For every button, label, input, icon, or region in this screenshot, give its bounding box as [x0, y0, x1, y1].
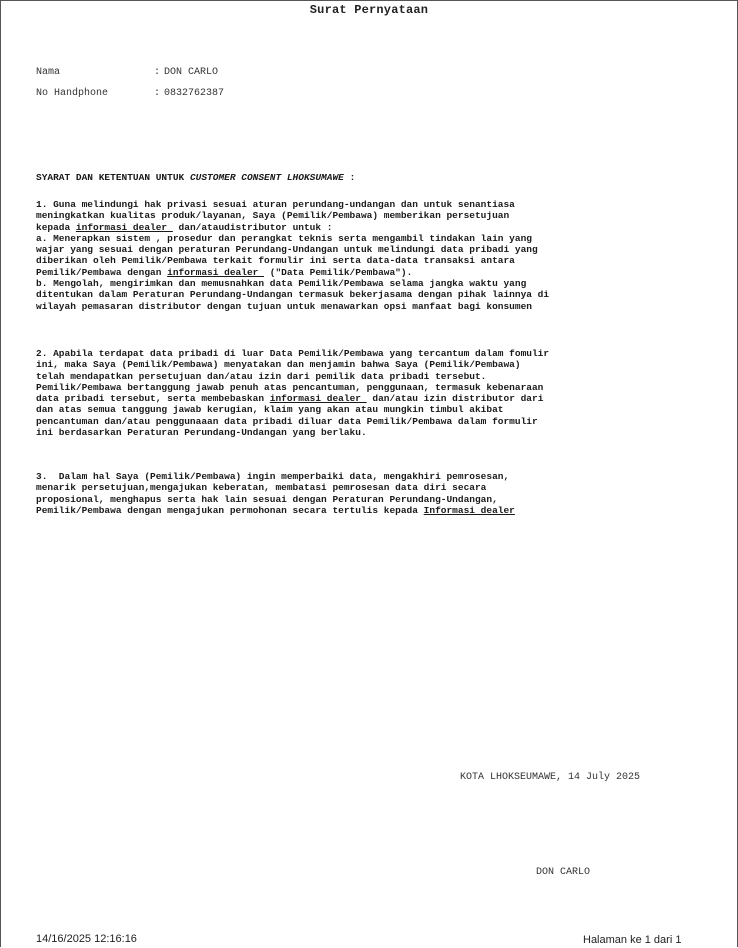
section1-text: kepada [36, 221, 76, 233]
section2-text: data pribadi tersebut, serta membebaskan [36, 393, 270, 405]
name-label: Nama [36, 67, 61, 78]
phone-value: 0832762387 [164, 88, 225, 99]
heading-italic: CUSTOMER CONSENT LHOKSUMAWE [189, 172, 344, 183]
name-field-row [36, 67, 218, 78]
place-and-date: KOTA LHOKSEUMAWE, 14 July 2025 [460, 772, 641, 783]
section3-text: Pemilik/Pembawa dengan mengajukan permohonan secara tertulis kepada [36, 504, 424, 516]
section2-line: ini berdasarkan Peraturan Perundang-Undangan yang berlaku. [36, 427, 367, 439]
section1-text: Pemilik/Pembawa dengan [36, 266, 168, 278]
section2-line: ini, maka Saya (Pemilik/Pembawa) menyatakan dan menjamin bahwa Saya (Pemilik/Pembawa) [36, 359, 521, 371]
section2-line: pencantuman dan/atau penggunaaan data pribadi diluar data Pemilik/Pembawa dalam formulir [36, 415, 538, 427]
section2-line: 2. Apabila terdapat data pribadi di luar Data Pemilik/Pembawa yang tercantum dalam fomulir [36, 348, 550, 359]
section1-line: meningkatkan kualitas produk/layanan, Saya (Pemilik/Pembawa) memberikan persetujuan [36, 210, 510, 222]
section3-line: menarik persetujuan,mengajukan keberatan, membatasi pemrosesan data diri secara [36, 482, 487, 494]
dealer-link: informasi dealer [167, 266, 265, 278]
section1-line: ditentukan dalam Peraturan Perundang-Undangan termasuk bekerjasama dengan pihak lainnya di [36, 289, 550, 301]
section1-text: dan/ataudistributor untuk : [172, 221, 333, 233]
section1-line: wilayah pemasaran distributor dengan tujuan untuk menawarkan opsi manfaat bagi konsumen [36, 300, 532, 312]
section2-line: telah mendapatkan persetujuan dan/atau izin dari pemilik data pribadi tersebut. [36, 370, 487, 382]
section2-line [36, 393, 704, 404]
section2-line: dan atas semua tanggung jawab kerugian, klaim yang akan atau mungkin timbul akibat [36, 404, 504, 416]
section1-text: ("Data Pemilik/Pembawa"). [264, 266, 413, 278]
signer-name: DON CARLO [536, 867, 591, 878]
section1-line: wajar yang sesuai dengan peraturan Perundang-Undangan untuk melindungi data pribadi yang [36, 244, 538, 256]
print-timestamp: 14/16/2025 12:16:16 [36, 933, 137, 945]
terms-section-2 [36, 348, 704, 438]
section1-line [36, 222, 704, 233]
section1-line: diberikan oleh Pemilik/Pembawa terkait formulir ini serta data-data transaksi antara [36, 255, 515, 267]
section2-text: dan/atau izin distributor dari [366, 393, 544, 405]
phone-field-row [36, 88, 224, 99]
section1-line: 1. Guna melindungi hak privasi sesuai aturan perundang-undangan dan untuk senantiasa [36, 199, 515, 210]
section1-line [36, 267, 704, 278]
name-value: DON CARLO [164, 67, 219, 78]
terms-heading [36, 172, 704, 183]
phone-separator: : [154, 88, 161, 99]
heading-prefix: SYARAT DAN KETENTUAN UNTUK [36, 172, 190, 183]
section1-line: a. Menerapkan sistem , prosedur dan perangkat teknis serta mengambil tindakan lain yang [36, 232, 532, 244]
dealer-link: informasi dealer [269, 393, 367, 405]
terms-section-1 [36, 199, 704, 312]
section1-line: b. Mengolah, mengirimkan dan memusnahkan data Pemilik/Pembawa selama jangka waktu yang [36, 278, 527, 290]
name-separator: : [154, 67, 161, 78]
section2-line: Pemilik/Pembawa bertanggung jawab penuh atas pencantuman, penggunaan, termasuk kebenaraan [36, 381, 544, 393]
dealer-link: Informasi dealer [423, 504, 515, 516]
page-number: Halaman ke 1 dari 1 [583, 934, 682, 946]
dealer-link: informasi dealer [75, 221, 173, 233]
heading-suffix: : [343, 172, 356, 183]
section3-line: 3. Dalam hal Saya (Pemilik/Pembawa) ingin memperbaiki data, mengakhiri pemrosesan, [36, 471, 510, 482]
terms-section-3 [36, 471, 704, 516]
section3-line [36, 505, 704, 516]
document-title: Surat Pernyataan [309, 3, 429, 17]
phone-label: No Handphone [36, 88, 109, 99]
section3-line: proposional, menghapus serta hak lain sesuai dengan Peraturan Perundang-Undangan, [36, 493, 498, 505]
